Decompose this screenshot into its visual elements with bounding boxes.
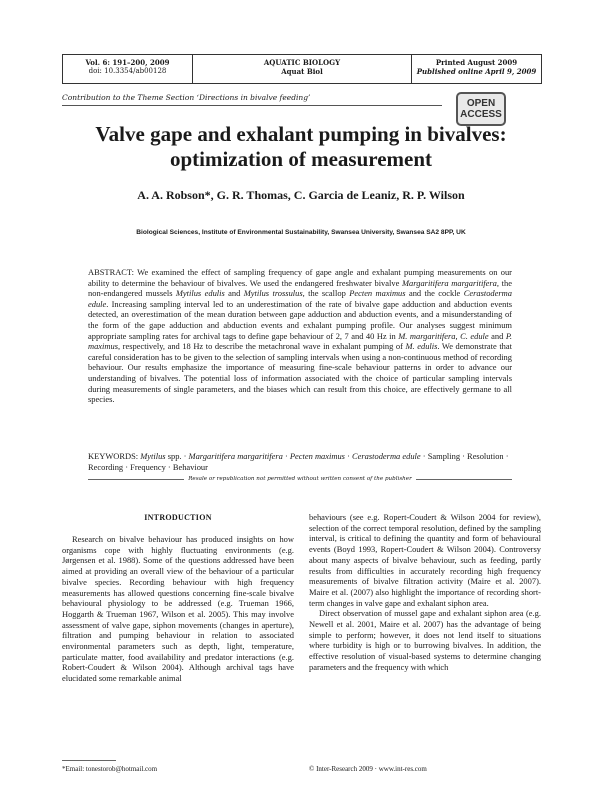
contribution-note: Contribution to the Theme Section ‘Directions in bivalve feeding’ [62, 93, 311, 102]
abstract-text: , the scallop [302, 288, 350, 299]
authors: A. A. Robson*, G. R. Thomas, C. Garcia de Leaniz, R. P. Wilson [137, 188, 465, 202]
journal-abbrev: Aquat Biol [281, 67, 323, 76]
contribution-rule [62, 105, 442, 106]
title-line-1: Valve gape and exhalant pumping in bivalves: [95, 122, 507, 146]
article-title [62, 122, 540, 172]
keyword: Margaritifera margaritifera [188, 451, 283, 461]
title-line-2: optimization of measurement [169, 147, 433, 171]
published-date: Published online April 9, 2009 [416, 67, 537, 76]
footnote-email[interactable]: *Email: tonestorob@hotmail.com [62, 765, 158, 773]
journal-name: AQUATIC BIOLOGY [263, 58, 341, 67]
abstract-text: and [488, 330, 506, 341]
keywords-label: KEYWORDS: [88, 451, 139, 461]
body-column-right [309, 512, 541, 673]
keyword-sep: spp. · [165, 451, 189, 461]
keyword-list: Sampling · Resolution · Recording · Frequency · Behaviour [88, 451, 509, 472]
dates-cell [411, 55, 541, 83]
keyword: Mytilus [140, 451, 166, 461]
affiliation: Biological Sciences, Institute of Environmental Sustainability, Swansea University, Swansea SA2 8PP, UK [136, 229, 466, 236]
abstract-text: , respectively, and 18 Hz to describe the metachronal wave in exhalant pumping of [118, 341, 406, 352]
abstract-text: , the non-endangered mussels [88, 277, 512, 299]
species-name: Mytilus edulis [175, 288, 225, 299]
open-access-logo [456, 92, 506, 126]
journal-header [62, 54, 542, 84]
species-name: C. edule [460, 330, 489, 341]
footnote-rule [62, 760, 116, 761]
abstract-text: , [455, 330, 461, 341]
species-name: M. margaritifera [398, 330, 456, 341]
journal-cell [193, 55, 411, 83]
footer-copyright: © Inter-Research 2009 · www.int-res.com [309, 765, 427, 773]
open-access-line1: OPEN [466, 98, 496, 109]
resale-text: Resale or republication not permitted without written consent of the publisher [188, 476, 412, 482]
species-name: Mytilus trossulus [243, 288, 303, 299]
abstract-text: and [224, 288, 244, 299]
keyword: Cerastoderma edule [351, 451, 421, 461]
keyword-sep: · [344, 451, 352, 461]
abstract-label: ABSTRACT: [88, 267, 134, 277]
resale-rule-left [88, 479, 184, 480]
abstract-text: and the cockle [405, 288, 464, 299]
paragraph: Direct observation of mussel gape and exhalant siphon area (e.g. Newell et al. 2001, Maire et al. 2007) has the advantage of being simple to perform; however, it does not lend itself to situations where turbidity is high or to burrowing bivalves. In addition, the effective resolution of visual-based systems to determine changing parameters and the frequency with which [309, 608, 541, 672]
keyword-sep: · [420, 451, 428, 461]
keyword-sep: · [282, 451, 290, 461]
open-access-line2: ACCESS [460, 109, 502, 120]
volume-info: Vol. 6: 191–200, 2009 [85, 58, 170, 67]
abstract-text: . We demonstrate that careful consideration has to be given to the selection of sampling intervals when using a non-continuous method of recording behaviour. Our results emphasize the importance of measuring fine-scale behaviour patterns in order to advance our understanding of bivalves. The potential loss of information associated with the choice of particular sampling intervals during measurements of single parameters, and the biases which can result from this choice, are effectively germane to all species. [88, 341, 512, 405]
species-name: Cerastoderma edule [88, 288, 512, 309]
species-name: M. edulis [405, 341, 438, 352]
paragraph: Research on bivalve behaviour has produced insights on how organisms cope with highly fluctuating environments (e.g. Jørgensen et al. 1988). Some of the questions addressed have been aimed at providing an overall view of the behaviour of a particular bivalve species. Recording behaviour with high frequency measurements has allowed questions concerning fine-scale bivalve behavioural physiology to be addressed (e.g. Trueman 1966, Hoggarth & Trueman 1967, Wilson et al. 2005). This may involve assessment of valve gape, siphon movements (changes in aperture), filtration and pumping behaviour in relation to associated environmental parameters such as depth, light, temperature, particulate matter, food availability and predator interactions (e.g. Robert-Coudert & Wilson 2004). Although archival tags have elucidated some remarkable animal [62, 534, 294, 684]
introduction-heading: INTRODUCTION [144, 513, 212, 522]
resale-rule-right [416, 479, 512, 480]
paragraph: behaviours (see e.g. Ropert-Coudert & Wilson 2004 for review), selection of the correct temporal resolution, defined by the sampling interval, is critical to defining the quantity and form of behavioural events (Boyd 1993, Ropert-Coudert & Wilson 2004). Controversy about many aspects of bivalve behaviour, such as feeding, partly results from difficulties in accurately recording high frequency measurements of bivalve filtration activity (Maire et al. 2007). Maire et al. (2007) also highlight the importance of recording short-term changes in valve gape and exhalant siphon area. [309, 512, 541, 608]
abstract [88, 267, 512, 405]
species-name: P. maximus [88, 330, 513, 352]
body-column-left [62, 534, 294, 684]
volume-cell [63, 55, 193, 83]
keyword: Pecten maximus [289, 451, 345, 461]
species-name: Pecten maximus [349, 288, 406, 299]
abstract-text: We examined the effect of sampling frequency of gape angle and exhalant pumping measurements on our ability to determine the behaviour of bivalves. We used the endangered freshwater bivalve [88, 267, 512, 288]
keywords [88, 451, 512, 472]
species-name: Margaritifera margaritifera [402, 277, 497, 288]
abstract-text: . Increasing sampling interval led to an underestimation of the rate of bivalve gape adduction and abduction events detected, an overestimation of the mean duration between gape adduction and abduction events, and a misunderstanding of the form of the gape adduction and abduction events and exhalant pumping profile. Our analyses suggest minimum appropriate sampling rates for archival tags to define gape behaviour of 2, 7 and 40 Hz in [88, 298, 512, 341]
printed-date: Printed August 2009 [435, 58, 518, 67]
resale-notice [88, 476, 512, 482]
doi[interactable]: doi: 10.3354/ab00128 [88, 67, 167, 75]
